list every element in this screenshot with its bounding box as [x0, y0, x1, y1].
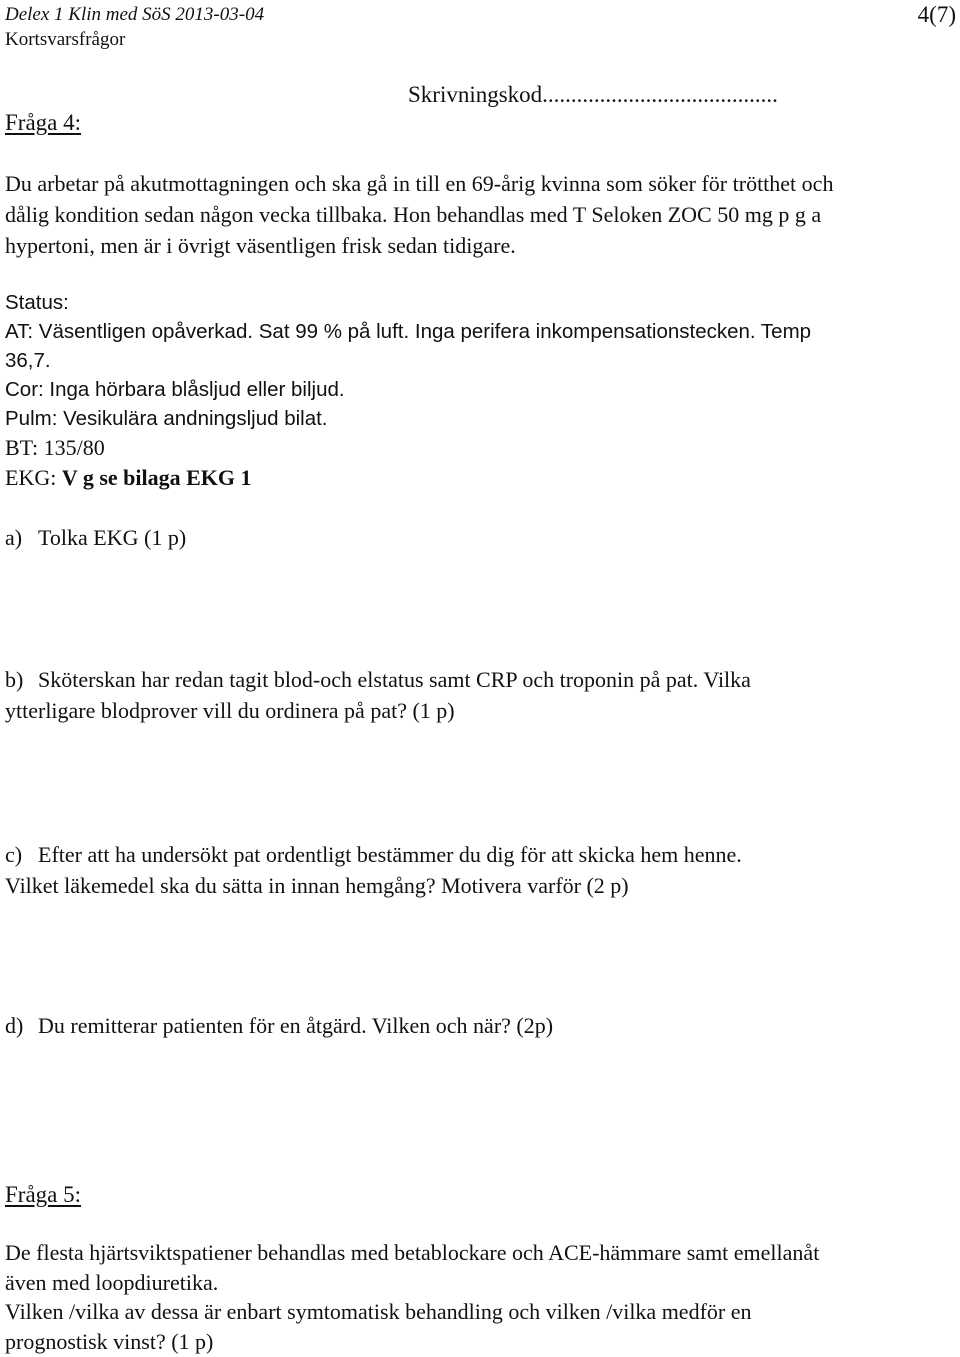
- intro-line: Du arbetar på akutmottagningen och ska gå in till en 69-årig kvinna som söker för trötthet och: [5, 171, 834, 196]
- intro-text: [5, 168, 833, 261]
- question-part-c: [5, 839, 742, 901]
- part-letter: c): [5, 842, 23, 867]
- ekg-value: V g se bilaga EKG 1: [61, 465, 252, 490]
- header-subtitle: Kortsvarsfrågor: [5, 29, 126, 50]
- part-text: Tolka EKG (1 p): [38, 525, 187, 550]
- part-text: Vilket läkemedel ska du sätta in innan hemgång? Motivera varför (2 p): [5, 873, 629, 898]
- status-cor: Cor: Inga hörbara blåsljud eller biljud.: [5, 378, 345, 401]
- question-5-line: Vilken /vilka av dessa är enbart symtomatisk behandling och vilken /vilka medför en: [5, 1299, 752, 1324]
- status-at-line: 36,7.: [5, 349, 51, 372]
- part-text: Sköterskan har redan tagit blod-och elstatus samt CRP och troponin på pat. Vilka: [38, 667, 751, 692]
- header-title: Delex 1 Klin med SöS 2013-03-04: [5, 4, 265, 25]
- question-part-b: [5, 664, 751, 726]
- intro-line: hypertoni, men är i övrigt väsentligen frisk sedan tidigare.: [5, 233, 516, 258]
- page-number: 4(7): [917, 2, 956, 27]
- part-text: Du remitterar patienten för en åtgärd. Vilken och när? (2p): [38, 1013, 554, 1038]
- status-pulm: Pulm: Vesikulära andningsljud bilat.: [5, 407, 328, 430]
- question-part-a: [5, 522, 186, 553]
- part-letter: b): [5, 667, 24, 692]
- part-text: ytterligare blodprover vill du ordinera på pat? (1 p): [5, 698, 455, 723]
- status-block: [5, 288, 811, 433]
- question-5-line: prognostisk vinst? (1 p): [5, 1328, 214, 1354]
- question-4-heading: Fråga 4:: [5, 110, 82, 135]
- question-5-text: [5, 1238, 819, 1356]
- question-part-d: [5, 1010, 553, 1041]
- status-ekg: [5, 465, 252, 491]
- question-5-line: De flesta hjärtsviktspatiener behandlas med betablockare och ACE-hämmare samt emellanåt: [5, 1240, 820, 1265]
- question-5-heading: Fråga 5:: [5, 1182, 82, 1207]
- intro-line: dålig kondition sedan någon vecka tillbaka. Hon behandlas med T Seloken ZOC 50 mg p g a: [5, 202, 822, 227]
- writing-code: Skrivningskod.........................................: [408, 82, 778, 107]
- question-5-line: även med loopdiuretika.: [5, 1269, 219, 1295]
- status-title: Status:: [5, 291, 69, 314]
- ekg-label: EKG:: [5, 465, 57, 490]
- status-at-line: AT: Väsentligen opåverkad. Sat 99 % på luft. Inga perifera inkompensationstecken. Temp: [5, 320, 812, 343]
- status-bt: BT: 135/80: [5, 435, 105, 460]
- part-text: Efter att ha undersökt pat ordentligt bestämmer du dig för att skicka hem henne.: [38, 842, 742, 867]
- part-letter: d): [5, 1013, 24, 1038]
- part-letter: a): [5, 525, 23, 550]
